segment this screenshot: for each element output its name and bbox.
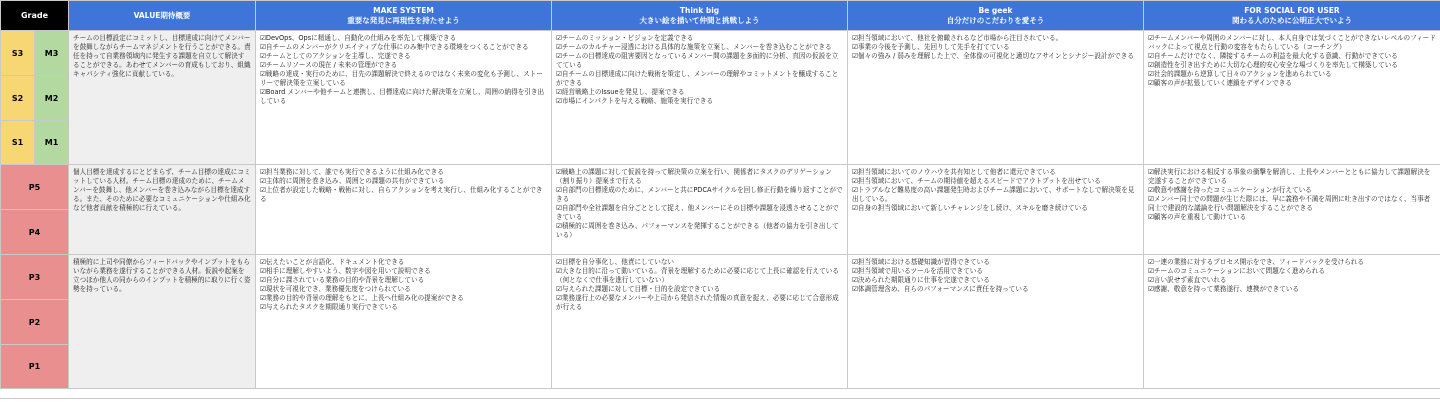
criteria-item: ☑相手に理解しやすいよう、数字や図を用いて説明できる xyxy=(260,267,431,275)
criteria-item: ☑業務遂行上の必要なメンバーや上司から発信された情報の真意を捉え、必要に応じて合意形成が行える xyxy=(556,294,839,311)
header-subtitle: 自分だけのこだわりを愛そう xyxy=(946,15,1045,25)
overview-cell-p5-p4: 個人目標を達成するにとどまらず、チーム目標の達成にコミットしている人材。チーム目標の達成のために、チームメンバーを鼓舞し、他メンバーを巻き込みながら目標を達成する。また、そのために必要なコミュニケーションや仕組み化など他者貢献を積極的に行えている。 xyxy=(69,165,256,255)
for-social-cell-s-m xyxy=(1144,31,1440,165)
criteria-item: ☑トラブルなど難易度の高い課題発生時およびチーム課題において、サポートなしで解決策を見出している。 xyxy=(852,186,1135,203)
header-title: Think big xyxy=(679,5,720,15)
grade-s3: S3 xyxy=(1,31,35,76)
criteria-item: ☑事業の今後を予測し、先回りして先手を打てている xyxy=(852,43,1010,51)
for-social-cell-p3-p1 xyxy=(1144,255,1440,389)
criteria-item: ☑戦略上の課題に対して仮説を持って解決策の立案を行い、関係者にタスクのデリゲーション（割り振り）提案まで行える xyxy=(556,168,832,185)
criteria-item: ☑目標を自分事化し、他責にしていない xyxy=(556,258,675,266)
grade-p2: P2 xyxy=(1,300,69,345)
be-geek-cell-p5-p4 xyxy=(848,165,1144,255)
header-subtitle: 関わる人のために公明正大でいよう xyxy=(1232,15,1352,25)
header-subtitle: 重要な発見に再現性を持たせよう xyxy=(347,15,460,25)
header-title: Be geek xyxy=(978,5,1013,15)
criteria-item: ☑個々の強み / 弱みを理解した上で、全体像の可視化と適切なアサインとシナジー設計ができる xyxy=(852,52,1134,60)
overview-cell-p3-p1: 積極的に上司や同僚からフィードバックやインプットをもらいながら業務を遂行することができる人材。仮説や起案を立つほか他人の同からのインプットを積極的に取りに行く姿勢を持っている。 xyxy=(69,255,256,389)
make-system-cell-p5-p4 xyxy=(256,165,552,255)
make-system-cell-s-m xyxy=(256,31,552,165)
header-subtitle: 大きい絵を描いて仲間と挑戦しよう xyxy=(639,15,760,25)
header-title: MAKE SYSTEM xyxy=(373,5,434,15)
criteria-item: ☑担当領域においてのノウハウを共有知として他者に還元できている xyxy=(852,168,1056,176)
criteria-item: ☑自身の担当領域において新しいチャレンジをし続け、スキルを磨き続けている xyxy=(852,204,1088,212)
criteria-item: ☑担当領域における基礎知識が習得できている xyxy=(852,258,990,266)
grade-s1: S1 xyxy=(1,121,35,165)
criteria-item: ☑決められた期限通りに仕事を完遂できている xyxy=(852,276,990,284)
criteria-item: ☑顧客の声を重視して動けている xyxy=(1148,213,1247,221)
criteria-item: ☑担当業務に対して、誰でも実行できるように仕組み化できる xyxy=(260,168,444,176)
criteria-item: ☑上位者が設定した戦略・戦術に対し、自らアクションを考え実行し、仕組み化することができる xyxy=(260,186,543,203)
overview-header: VALUE期待概要 xyxy=(69,1,256,31)
grade-m2: M2 xyxy=(35,76,69,121)
grade-m1: M1 xyxy=(35,121,69,165)
criteria-item: ☑自チームだけでなく、隣接するチームの利益を最大化する意識、行動ができている xyxy=(1148,52,1398,60)
grade-p3: P3 xyxy=(1,255,69,300)
criteria-item: ☑大きな目的に沿って動いている。背景を理解するために必要に応じて上長に確認を行えている（何となくで仕事を進行していない） xyxy=(556,267,839,284)
for-social-cell-p5-p4 xyxy=(1144,165,1440,255)
criteria-item: ☑担当領域において、他社を俯瞰されるなど市場から注目されている。 xyxy=(852,34,1063,42)
criteria-item: ☑一連の業務に対するプロセス開示をでき、フィードバックを受けられる xyxy=(1148,258,1364,266)
criteria-item: ☑社会的課題から逆算して日々のアクションを進められている xyxy=(1148,70,1332,78)
criteria-item: ☑自分に課されている業務の目的や背景を理解している xyxy=(260,276,425,284)
criteria-item: ☑チームメンバーや周囲のメンバーに対し、本人自身では気づくことができないレベルのフィードバックによって視点と行動の変容をもたらしている（コーチング） xyxy=(1148,34,1436,51)
be-geek-header xyxy=(848,1,1144,31)
be-geek-cell-p3-p1 xyxy=(848,255,1144,389)
make-system-header xyxy=(256,1,552,31)
think-big-cell-p3-p1 xyxy=(552,255,848,389)
overview-cell-s-m: チームの目標設定にコミットし、目標達成に向けてメンバーを鼓舞しながらチームマネジメントを行うことができる。責任を持って自業務領域内に発生する課題を自立して解決することができる。あわせてメンバーの育成もしており、組織キャパシティ強化に貢献している。 xyxy=(69,31,256,165)
criteria-item: ☑敬意や感謝を持ったコミュニケーションが行えている xyxy=(1148,186,1312,194)
criteria-item: ☑伝えたいことが言語化、ドキュメント化できる xyxy=(260,258,405,266)
for-social-header xyxy=(1144,1,1440,31)
criteria-item: ☑Board メンバーや他チームと連携し、目標達成に向けた解決策を立案し、周囲の納得を引き出している xyxy=(260,88,545,105)
grade-header: Grade xyxy=(1,1,69,31)
grade-m3: M3 xyxy=(35,31,69,76)
criteria-item: ☑チームとしてのアクションを主導し、完遂できる xyxy=(260,52,411,60)
criteria-item: ☑メンバー同士での問題が生じた際には、早に義務や不満を周囲に吐き出すのではなく、当事者同士で建設的な議論を行い問題解決をすることができる xyxy=(1148,195,1431,212)
criteria-item: ☑チームのコミュニケーションにおいて問題なく進められる xyxy=(1148,267,1325,275)
criteria-item: ☑積極的に周囲を巻き込み、パフォーマンスを発揮することができる（他者の協力を引き出している） xyxy=(556,222,839,239)
criteria-item: ☑自チームのメンバーがクリエイティブな仕事にのみ集中できる環境をつくることができる xyxy=(260,43,529,51)
criteria-item: ☑チームの目標達成の阻害要因となっているメンバー間の課題を多面的に分析、真因の仮説を立てている xyxy=(556,52,839,69)
grade-p4: P4 xyxy=(1,210,69,255)
criteria-item: ☑チームのカルチャー浸透における具体的な施策を立案し、メンバーを巻き込むことができる xyxy=(556,43,832,51)
criteria-item: ☑市場にインパクトを与える戦略、施策を実行できる xyxy=(556,97,714,105)
criteria-item: ☑創造性を引き出すために大切な心理的安心安全な場づくりを率先して構築している xyxy=(1148,61,1398,69)
criteria-item: ☑与えられた課題に対して目標・目的を設定できている xyxy=(556,285,721,293)
criteria-item: ☑体調管理含め、自らのパフォーマンスに責任を持っている xyxy=(852,285,1029,293)
criteria-item: ☑自部門の目標達成のために、メンバーと共にPDCAサイクルを回し修正行動を繰り返すことができる xyxy=(556,186,843,203)
criteria-item: ☑業務の目的や背景の理解をもとに、上長へ仕組み化の提案ができる xyxy=(260,294,464,302)
header-title: FOR SOCIAL FOR USER xyxy=(1244,5,1340,15)
think-big-cell-s-m xyxy=(552,31,848,165)
criteria-item: ☑自部門や全社課題を自分ごととして捉え、他メンバーにその目標や課題を浸透させることができている xyxy=(556,204,839,221)
criteria-item: ☑与えられたタスクを期限通り実行できている xyxy=(260,303,398,311)
grade-p1: P1 xyxy=(1,345,69,389)
criteria-item: ☑自チームの目標達成に向けた戦術を策定し、メンバーの理解やコミットメントを醸成することができる xyxy=(556,70,839,87)
criteria-item: ☑感謝、敬意を持って業務遂行、連携ができている xyxy=(1148,285,1299,293)
criteria-item: ☑担当領域において、チームの期待値を超えるスピードでアウトプットを出せている xyxy=(852,177,1101,185)
criteria-item: ☑チームリソースの現在 / 未来の管理ができる xyxy=(260,61,398,69)
criteria-item: ☑DevOps、Opsに精通し、自動化の仕組みを率先して構築できる xyxy=(260,34,457,42)
criteria-item: ☑経営戦略上のIssueを発見し、提案できる xyxy=(556,88,685,96)
grade-p5: P5 xyxy=(1,165,69,210)
criteria-item: ☑担当領域で用いるツールを活用できている xyxy=(852,267,983,275)
make-system-cell-p3-p1 xyxy=(256,255,552,389)
criteria-item: ☑言い訳せず素直でいれる xyxy=(1148,276,1227,284)
criteria-item: ☑チームのミッション・ビジョンを定義できる xyxy=(556,34,694,42)
criteria-item: ☑主体的に周囲を巻き込み、周囲との課題の共有ができている xyxy=(260,177,445,185)
grade-s2: S2 xyxy=(1,76,35,121)
think-big-header xyxy=(552,1,848,31)
criteria-item: ☑解決実行における相反する事象の衝撃を解消し、上長やメンバーとともに協力して課題解決を完遂することができている xyxy=(1148,168,1431,185)
criteria-item: ☑現状を可視化でき、業務優先度をつけられている xyxy=(260,285,411,293)
think-big-cell-p5-p4 xyxy=(552,165,848,255)
sheet-bottom-border xyxy=(0,398,1440,399)
be-geek-cell-s-m xyxy=(848,31,1144,165)
criteria-item: ☑顧客の声が拡張していく連鎖をデザインできる xyxy=(1148,79,1292,87)
criteria-item: ☑戦略の達成・実行のために、目先の課題解決で終えるのではなく未来の変化も予測し、ストーリーで解決策を立案している xyxy=(260,70,543,87)
